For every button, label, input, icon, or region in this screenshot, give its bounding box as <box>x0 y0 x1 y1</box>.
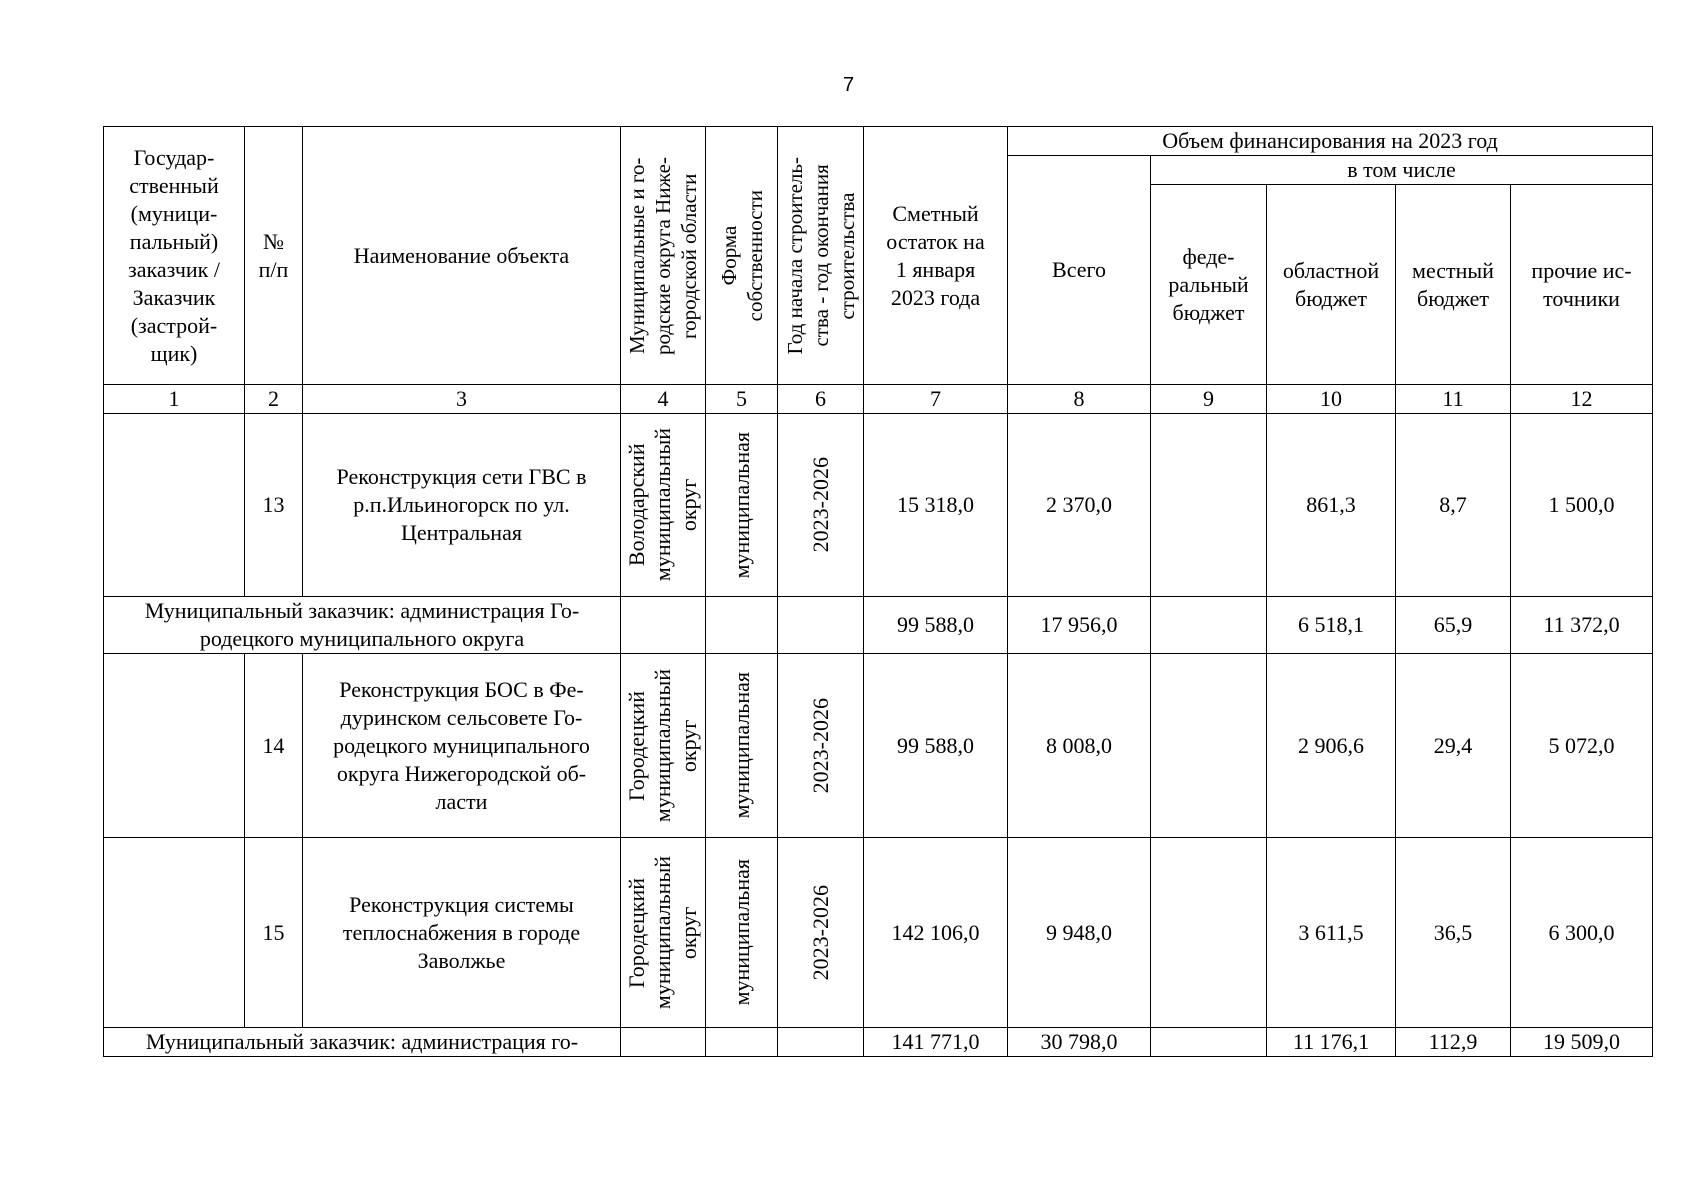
column-number: 4 <box>621 385 706 414</box>
column-number: 5 <box>706 385 778 414</box>
header-total: Всего <box>1008 156 1151 385</box>
table-row <box>104 654 1653 838</box>
total-value: 17 956,0 <box>1008 597 1151 654</box>
ownership-cell <box>706 414 778 597</box>
years-cell <box>778 838 864 1028</box>
header-regional: областной бюджет <box>1267 185 1396 385</box>
header-federal: феде- ральный бюджет <box>1151 185 1267 385</box>
empty-cell <box>621 1028 706 1057</box>
row-number: 15 <box>245 838 303 1028</box>
customer-row <box>104 1028 1653 1057</box>
row-number: 14 <box>245 654 303 838</box>
local-value: 65,9 <box>1396 597 1511 654</box>
header-object-name: Наименование объекта <box>303 127 621 385</box>
federal-value <box>1151 597 1267 654</box>
header-other: прочие ис- точники <box>1511 185 1653 385</box>
column-number: 11 <box>1396 385 1511 414</box>
regional-value: 861,3 <box>1267 414 1396 597</box>
table-row <box>104 414 1653 597</box>
years-cell <box>778 414 864 597</box>
total-value: 30 798,0 <box>1008 1028 1151 1057</box>
empty-cell <box>621 597 706 654</box>
customer-label: Муниципальный заказчик: администрация го- <box>104 1028 621 1057</box>
table-row <box>104 838 1653 1028</box>
row-number: 13 <box>245 414 303 597</box>
financing-table <box>103 126 1653 1057</box>
regional-value: 11 176,1 <box>1267 1028 1396 1057</box>
regional-value: 2 906,6 <box>1267 654 1396 838</box>
years-cell <box>778 654 864 838</box>
federal-value <box>1151 1028 1267 1057</box>
local-value: 29,4 <box>1396 654 1511 838</box>
empty-cell <box>706 597 778 654</box>
local-value: 8,7 <box>1396 414 1511 597</box>
header-estimate: Сметный остаток на 1 января 2023 года <box>864 127 1008 385</box>
local-value: 112,9 <box>1396 1028 1511 1057</box>
object-name: Реконструкция сети ГВС в р.п.Ильиногорск по ул. Центральная <box>303 414 621 597</box>
column-number: 7 <box>864 385 1008 414</box>
other-value: 5 072,0 <box>1511 654 1653 838</box>
column-number: 6 <box>778 385 864 414</box>
header-funding-group: Объем финансирования на 2023 год <box>1008 127 1653 156</box>
estimate-value: 99 588,0 <box>864 597 1008 654</box>
municipality-cell <box>621 654 706 838</box>
customer-row <box>104 597 1653 654</box>
header-years <box>778 127 864 385</box>
header-number: № п/п <box>245 127 303 385</box>
municipality-cell <box>621 838 706 1028</box>
customer-cell <box>104 414 245 597</box>
total-value: 2 370,0 <box>1008 414 1151 597</box>
other-value: 11 372,0 <box>1511 597 1653 654</box>
total-value: 8 008,0 <box>1008 654 1151 838</box>
municipality-text: Городецкий муниципальный округ <box>624 668 701 823</box>
years-text: 2023-2026 <box>807 697 833 794</box>
empty-cell <box>778 1028 864 1057</box>
header-customer: Государ- ственный (муници- пальный) заказчик / Заказчик (застрой- щик) <box>104 127 245 385</box>
other-value: 6 300,0 <box>1511 838 1653 1028</box>
empty-cell <box>778 597 864 654</box>
customer-cell <box>104 654 245 838</box>
column-number: 1 <box>104 385 245 414</box>
estimate-value: 99 588,0 <box>864 654 1008 838</box>
years-text: 2023-2026 <box>807 457 833 553</box>
column-numbers-row <box>104 385 1653 414</box>
estimate-value: 141 771,0 <box>864 1028 1008 1057</box>
column-number: 10 <box>1267 385 1396 414</box>
other-value: 19 509,0 <box>1511 1028 1653 1057</box>
years-text: 2023-2026 <box>807 884 833 981</box>
header-local: местный бюджет <box>1396 185 1511 385</box>
header-municipality <box>621 127 706 385</box>
municipality-cell <box>621 414 706 597</box>
ownership-cell <box>706 654 778 838</box>
ownership-text: муниципальная <box>728 859 754 1006</box>
header-ownership <box>706 127 778 385</box>
ownership-text: муниципальная <box>728 431 754 579</box>
header-municipality-text: Муниципальные и го- родские округа Ниже- городской области <box>625 156 701 355</box>
header-including: в том числе <box>1151 156 1653 185</box>
total-value: 9 948,0 <box>1008 838 1151 1028</box>
header-ownership-text: Форма собственности <box>716 189 767 322</box>
empty-cell <box>706 1028 778 1057</box>
regional-value: 6 518,1 <box>1267 597 1396 654</box>
column-number: 3 <box>303 385 621 414</box>
column-number: 8 <box>1008 385 1151 414</box>
estimate-value: 15 318,0 <box>864 414 1008 597</box>
column-number: 12 <box>1511 385 1653 414</box>
estimate-value: 142 106,0 <box>864 838 1008 1028</box>
customer-cell <box>104 838 245 1028</box>
column-number: 9 <box>1151 385 1267 414</box>
federal-value <box>1151 838 1267 1028</box>
federal-value <box>1151 654 1267 838</box>
ownership-cell <box>706 838 778 1028</box>
municipality-text: Городецкий муниципальный округ <box>624 855 701 1010</box>
object-name: Реконструкция системы теплоснабжения в городе Заволжье <box>303 838 621 1028</box>
ownership-text: муниципальная <box>728 672 754 819</box>
municipality-text: Володарский муниципальный округ <box>624 428 701 582</box>
local-value: 36,5 <box>1396 838 1511 1028</box>
header-years-text: Год начала строитель- ства - год окончания строительства <box>782 156 859 355</box>
object-name: Реконструкция БОС в Фе- дуринском сельсовете Го- родецкого муниципального округа Нижегородской об- ласти <box>303 654 621 838</box>
page-number: 7 <box>842 74 855 96</box>
federal-value <box>1151 414 1267 597</box>
column-number: 2 <box>245 385 303 414</box>
customer-label: Муниципальный заказчик: администрация Го- родецкого муниципального округа <box>104 597 621 654</box>
other-value: 1 500,0 <box>1511 414 1653 597</box>
regional-value: 3 611,5 <box>1267 838 1396 1028</box>
